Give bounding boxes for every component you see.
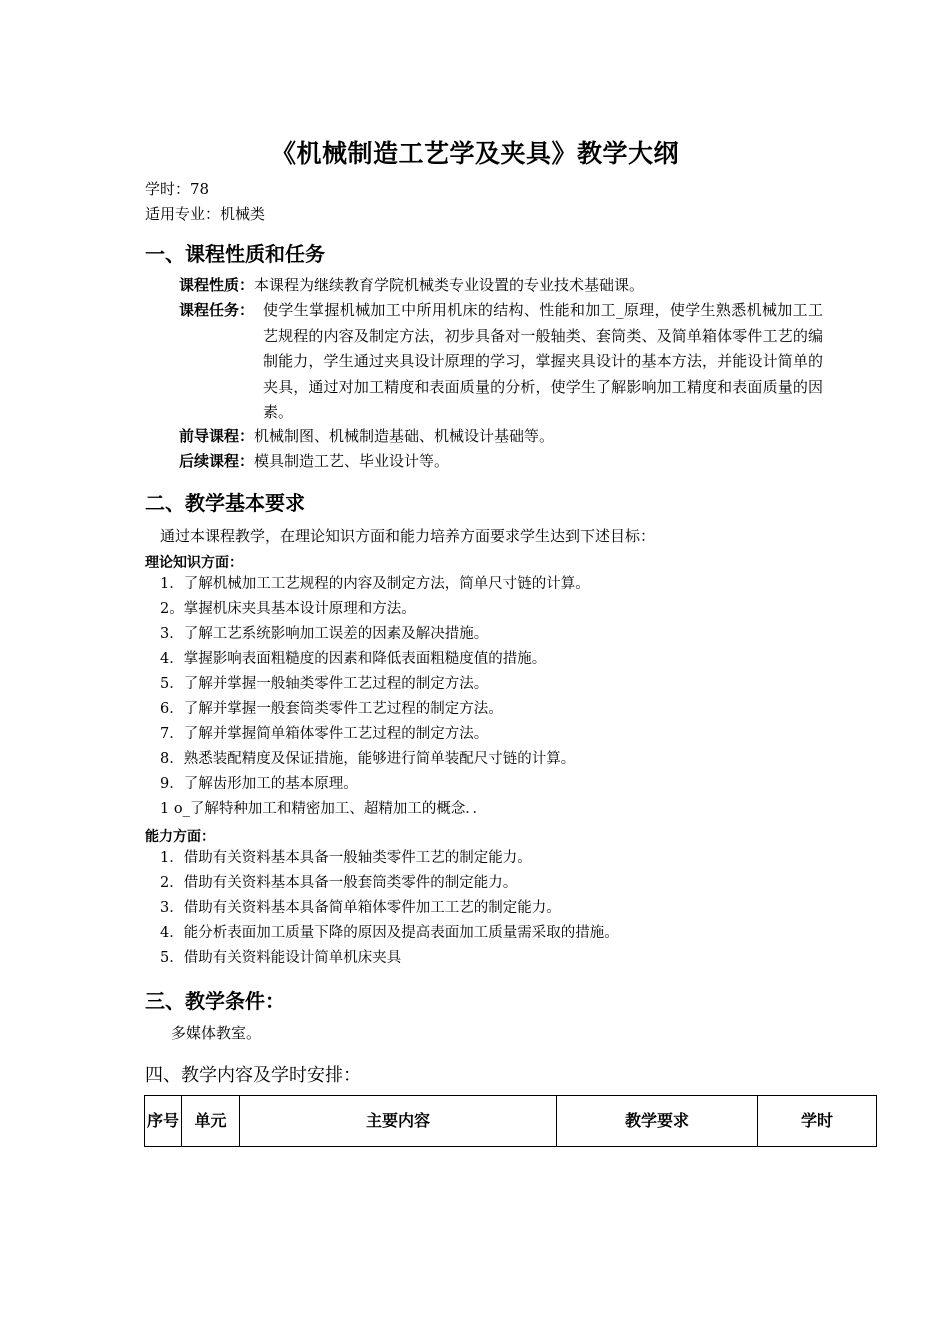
header-cell-requirement: 教学要求 bbox=[557, 1096, 758, 1147]
header-cell-content: 主要内容 bbox=[240, 1096, 557, 1147]
followup-row bbox=[179, 449, 449, 474]
course-nature-label: 课程性质： bbox=[179, 276, 255, 294]
list-item: 5．了解并掌握一般轴类零件工艺过程的制定方法。 bbox=[160, 676, 489, 692]
prerequisite-row bbox=[179, 424, 554, 449]
section-heading-requirements: 二、教学基本要求 bbox=[145, 491, 305, 515]
conditions-text: 多媒体教室。 bbox=[171, 1024, 262, 1042]
list-item: 8．熟悉装配精度及保证措施，能够进行简单装配尺寸链的计算。 bbox=[160, 751, 576, 767]
list-item: 5．借助有关资料能设计简单机床夹具 bbox=[160, 950, 402, 966]
list-item: 4．掌握影响表面粗糙度的因素和降低表面粗糙度值的措施。 bbox=[160, 651, 547, 667]
applicable-major: 适用专业：机械类 bbox=[145, 205, 266, 223]
prerequisite-text: 机械制图、机械制造基础、机械设计基础等。 bbox=[254, 427, 555, 445]
list-item: 7．了解并掌握简单箱体零件工艺过程的制定方法。 bbox=[160, 726, 489, 742]
ability-list bbox=[160, 846, 619, 971]
theory-list bbox=[160, 572, 590, 822]
list-item: 9．了解齿形加工的基本原理。 bbox=[160, 776, 358, 792]
requirements-intro: 通过本课程教学，在理论知识方面和能力培养方面要求学生达到下述目标： bbox=[160, 527, 656, 545]
header-cell-index: 序号 bbox=[145, 1096, 182, 1147]
header-cell-hours: 学时 bbox=[758, 1096, 877, 1147]
course-hours: 学时：78 bbox=[145, 180, 210, 198]
list-item: 6．了解并掌握一般套筒类零件工艺过程的制定方法。 bbox=[160, 701, 503, 717]
theory-heading: 理论知识方面： bbox=[145, 555, 243, 571]
list-item: 1．了解机械加工工艺规程的内容及制定方法，简单尺寸链的计算。 bbox=[160, 576, 590, 592]
section-heading-course-nature: 一、课程性质和任务 bbox=[145, 242, 325, 266]
list-item: 2。掌握机床夹具基本设计原理和方法。 bbox=[160, 601, 416, 617]
course-nature-text: 本课程为继续教育学院机械类专业设置的专业技术基础课。 bbox=[254, 276, 645, 294]
table-header-row bbox=[145, 1096, 877, 1147]
schedule-table bbox=[144, 1095, 877, 1147]
course-task-text: 使学生掌握机械加工中所用机床的结构、性能和加工_原理，使学生熟悉机械加工工艺规程的内容及制定方法，初步具备对一般轴类、套筒类、及简单箱体零件工艺的编制能力，学生通过夹具设计原理的学习，掌握夹具设计的基本方法，并能设计简单的夹具，通过对加工精度和表面质量的分析，使学生了解影响加工精度和表面质量的因素。 bbox=[263, 301, 823, 421]
ability-heading: 能力方面： bbox=[145, 829, 215, 845]
followup-label: 后续课程： bbox=[179, 452, 255, 470]
list-item: 2．借助有关资料基本具备一般套筒类零件的制定能力。 bbox=[160, 875, 518, 891]
list-item: 1 o_了解特种加工和精密加工、超精加工的概念．． bbox=[160, 801, 488, 817]
document-title: 《机械制造工艺学及夹具》教学大纲 bbox=[270, 139, 679, 168]
course-task-label: 课程任务： bbox=[179, 301, 255, 319]
list-item: 3．了解工艺系统影响加工误差的因素及解决措施。 bbox=[160, 626, 489, 642]
list-item: 1．借助有关资料基本具备一般轴类零件工艺的制定能力。 bbox=[160, 850, 532, 866]
list-item: 3．借助有关资料基本具备简单箱体零件加工工艺的制定能力。 bbox=[160, 900, 561, 916]
section-heading-schedule: 四、教学内容及学时安排： bbox=[145, 1065, 361, 1086]
followup-text: 模具制造工艺、毕业设计等。 bbox=[254, 452, 450, 470]
list-item: 4．能分析表面加工质量下降的原因及提高表面加工质量需采取的措施。 bbox=[160, 925, 619, 941]
prerequisite-label: 前导课程： bbox=[179, 427, 255, 445]
section-heading-conditions: 三、教学条件： bbox=[145, 989, 285, 1013]
course-nature-row bbox=[179, 273, 644, 298]
header-cell-unit: 单元 bbox=[182, 1096, 240, 1147]
